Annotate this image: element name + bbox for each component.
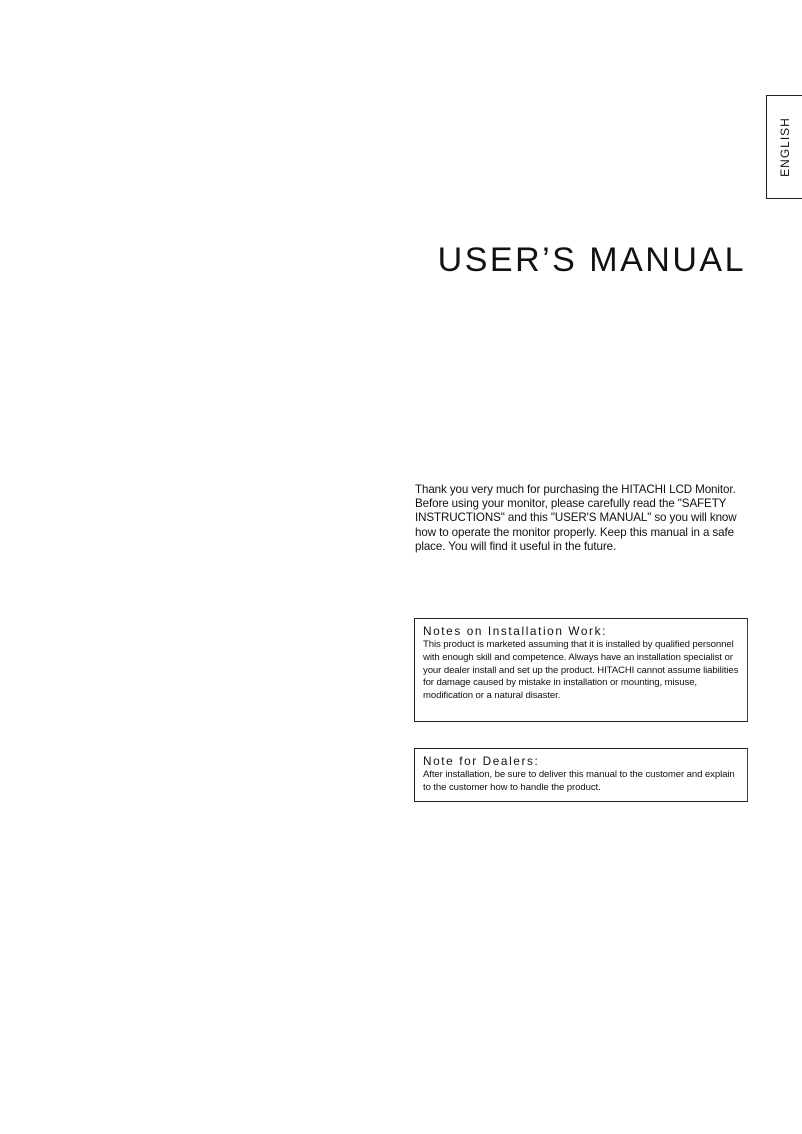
dealer-notice-body: After installation, be sure to deliver this manual to the customer and explain to the customer how to handle the product. [423,769,735,793]
installation-notice-heading: Notes on Installation Work: [423,624,607,638]
intro-paragraph: Thank you very much for purchasing the HITACHI LCD Monitor. Before using your monitor, please carefully read the "SAFETY INSTRUCTIONS" and this "USER'S MANUAL" so you will know how to operate the monitor properly. Keep this manual in a safe place. You will find it useful in the future. [415,483,737,553]
dealer-notice-heading: Note for Dealers: [423,754,540,768]
manual-title: USER’S MANUAL [437,241,746,279]
language-tab [766,95,802,199]
dealer-notice-box [414,748,748,802]
language-tab-label: ENGLISH [777,117,792,177]
installation-notice-body: This product is marketed assuming that it is installed by qualified personnel with enough skill and competence. Always have an installation specialist or your dealer install and set up the product. HITACHI cannot assume liabilities for damage caused by mistake in installation or mounting, misuse, modification or a natural disaster. [423,639,739,702]
installation-notice-box [414,618,748,722]
